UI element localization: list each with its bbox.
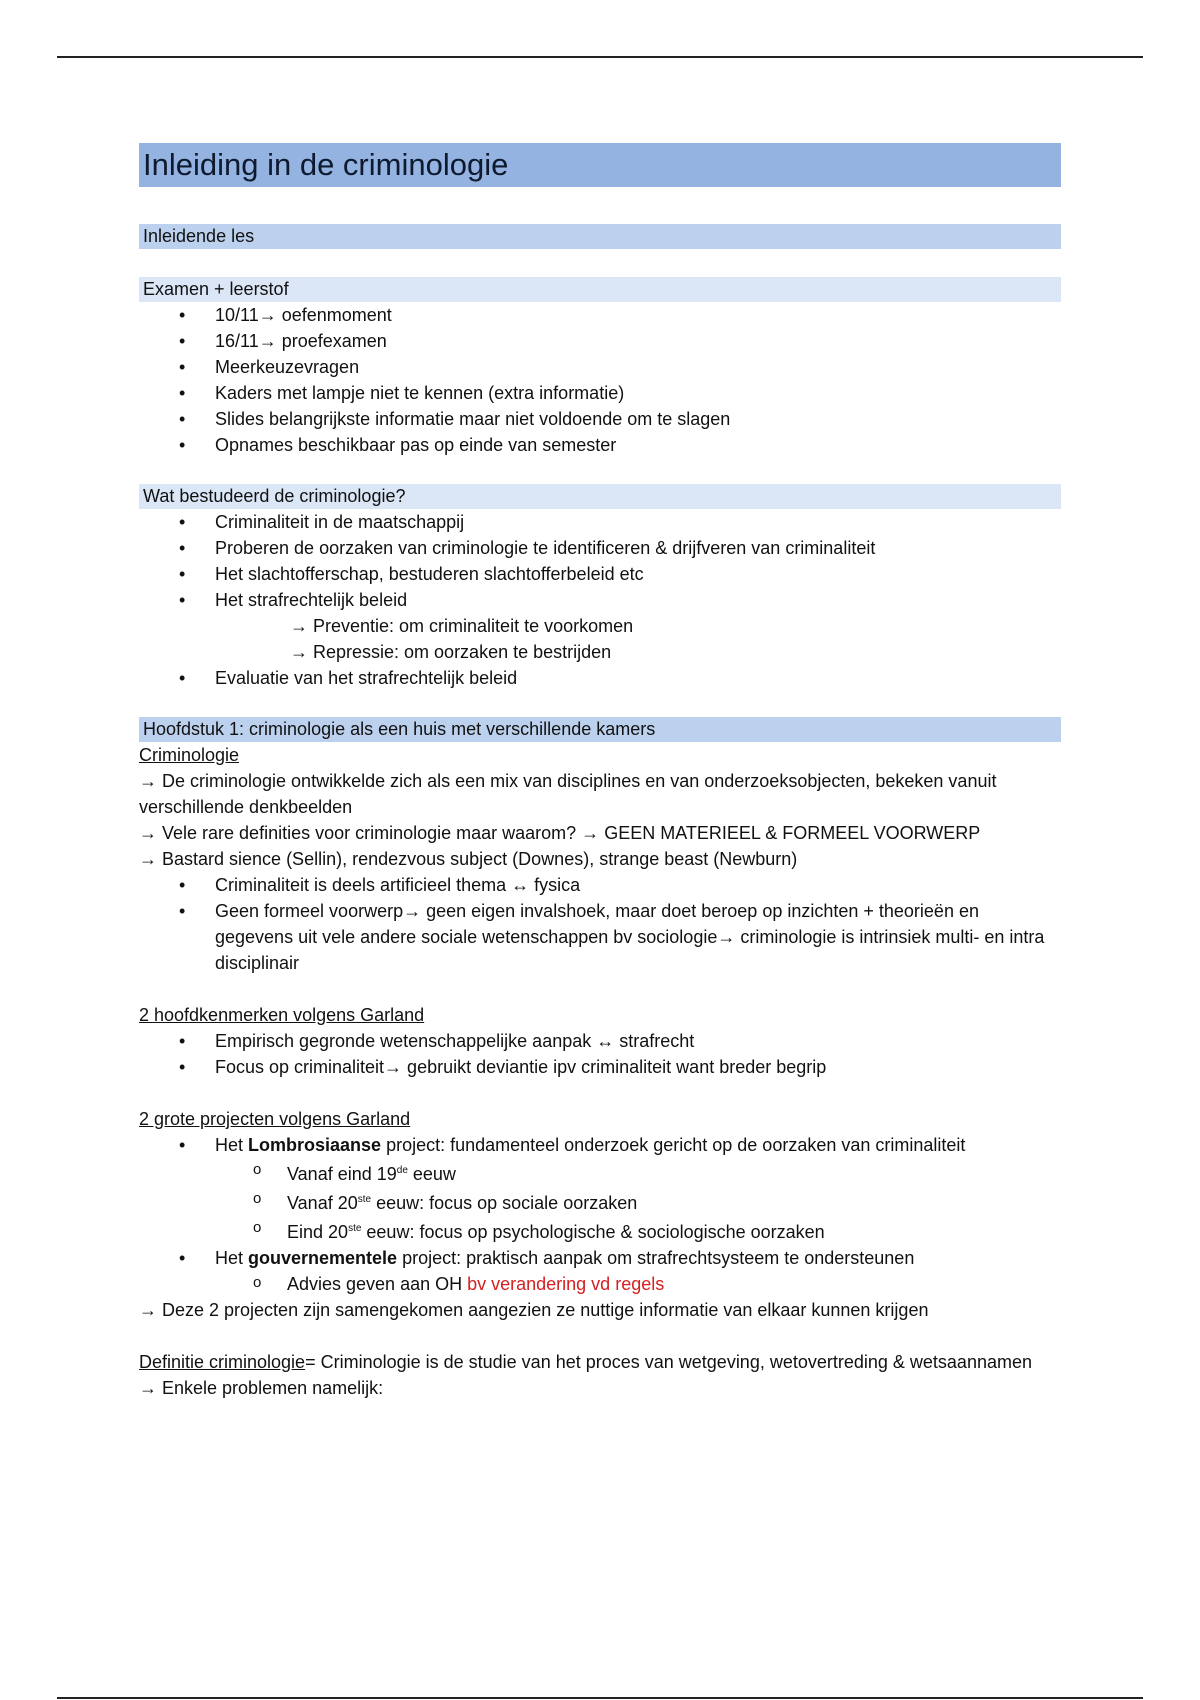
list-item: • 16/11→ proefexamen: [139, 328, 1061, 354]
list-item: • Meerkeuzevragen: [139, 354, 1061, 380]
document-title: Inleiding in de criminologie: [139, 143, 1061, 187]
list-item: • Criminaliteit in de maatschappij: [139, 509, 1061, 535]
paragraph: → Vele rare definities voor criminologie maar waarom? → GEEN MATERIEEL & FORMEEL VOORWERP: [139, 823, 981, 843]
bold-term: Lombrosiaanse: [248, 1135, 382, 1155]
list-item: • Proberen de oorzaken van criminologie te identificeren & drijfveren van criminaliteit: [139, 535, 1061, 561]
chapter1-list: [139, 872, 1061, 976]
subheading-garland-projects: 2 grote projecten volgens Garland: [139, 1109, 411, 1129]
definition-paragraph: Definitie criminologie= Criminologie is de studie van het proces van wetgeving, wetovertreding & wetsaannamen: [139, 1352, 1032, 1372]
paragraph: → De criminologie ontwikkelde zich als een mix van disciplines en van onderzoeksobjecten, bekeken vanuit verschillende denkbeelden: [139, 771, 997, 817]
section-heading-intro: Inleidende les: [139, 224, 1061, 249]
study-list: [139, 509, 1061, 613]
sub-point-prevention: → Preventie: om criminaliteit te voorkomen: [290, 616, 634, 636]
list-item: • Slides belangrijkste informatie maar niet voldoende om te slagen: [139, 406, 1061, 432]
bold-term: gouvernementele: [248, 1248, 398, 1268]
paragraph-conclusion: → Deze 2 projecten zijn samengekomen aangezien ze nuttige informatie van elkaar kunnen krijgen: [139, 1300, 929, 1320]
list-item: • Focus op criminaliteit→ gebruikt deviantie ipv criminaliteit want breder begrip: [139, 1054, 1061, 1080]
sub-list-item: o Advies geven aan OH bv verandering vd regels: [139, 1271, 1061, 1297]
heading-exam: Examen + leerstof: [139, 277, 1061, 302]
study-list-end: [139, 665, 1061, 691]
list-item: • Criminaliteit is deels artificieel thema ↔ fysica: [139, 872, 1061, 898]
definition-label: Definitie criminologie: [139, 1352, 306, 1372]
red-highlight-text: bv verandering vd regels: [467, 1274, 665, 1294]
exam-list: [139, 302, 1061, 458]
paragraph: → Bastard sience (Sellin), rendezvous subject (Downes), strange beast (Newburn): [139, 849, 798, 869]
list-item: • Het slachtofferschap, bestuderen slachtofferbeleid etc: [139, 561, 1061, 587]
bottom-rule: [57, 1697, 1143, 1699]
list-item: • 10/11→ oefenmoment: [139, 302, 1061, 328]
heading-study: Wat bestudeerd de criminologie?: [139, 484, 1061, 509]
paragraph: → Enkele problemen namelijk:: [139, 1378, 384, 1398]
list-item-lombrosiaanse: • Het Lombrosiaanse project: fundamenteel onderzoek gericht op de oorzaken van criminaliteit: [139, 1132, 1061, 1158]
garland-features-list: [139, 1028, 1061, 1080]
garland-projects-list: [139, 1132, 1061, 1297]
list-item: • Empirisch gegronde wetenschappelijke aanpak ↔ strafrecht: [139, 1028, 1061, 1054]
sub-list-item: o Eind 20ste eeuw: focus op psychologische & sociologische oorzaken: [139, 1216, 1061, 1245]
subheading-criminologie: Criminologie: [139, 745, 240, 765]
sub-list-item: o Vanaf 20ste eeuw: focus op sociale oorzaken: [139, 1187, 1061, 1216]
sub-point-repression: → Repressie: om oorzaken te bestrijden: [290, 642, 612, 662]
list-item: • Opnames beschikbaar pas op einde van semester: [139, 432, 1061, 458]
list-item: • Evaluatie van het strafrechtelijk beleid: [139, 665, 1061, 691]
sub-list-item: o Vanaf eind 19de eeuw: [139, 1158, 1061, 1187]
top-rule: [57, 56, 1143, 58]
list-item: • Kaders met lampje niet te kennen (extra informatie): [139, 380, 1061, 406]
heading-chapter-1: Hoofdstuk 1: criminologie als een huis met verschillende kamers: [139, 717, 1061, 742]
subheading-garland-features: 2 hoofdkenmerken volgens Garland: [139, 1005, 425, 1025]
list-item: • Het strafrechtelijk beleid: [139, 587, 1061, 613]
document-body: [139, 143, 1061, 1401]
list-item-gouvernementele: • Het gouvernementele project: praktisch aanpak om strafrechtsysteem te ondersteunen: [139, 1245, 1061, 1271]
list-item: • Geen formeel voorwerp→ geen eigen invalshoek, maar doet beroep op inzichten + theorieën en gegevens uit vele andere sociale wetenschappen bv sociologie→ criminologie is intrinsiek multi- en intra disciplinair: [139, 898, 1061, 976]
